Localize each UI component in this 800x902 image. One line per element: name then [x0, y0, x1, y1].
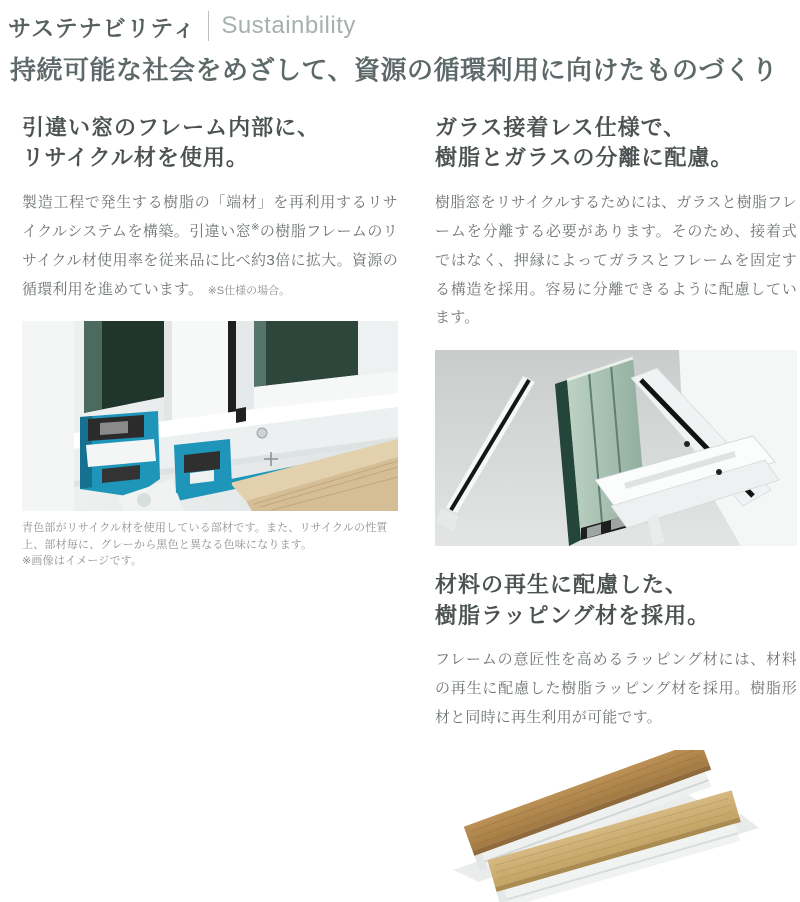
- paragraph-recycle: [22, 189, 398, 305]
- heading-line: 樹脂とガラスの分離に配慮。: [435, 145, 734, 171]
- paragraph-text: 製造工程で発生する樹脂の「端材」を再利用するリサイクルシステムを構築。引違い窓: [22, 193, 398, 240]
- section-heading-recycle: [22, 113, 398, 174]
- figure-wood-wrapping: [435, 750, 797, 902]
- section-heading-wrapping: [435, 570, 797, 631]
- heading-line: 材料の再生に配慮した、: [435, 572, 689, 598]
- heading-line: 樹脂ラッピング材を採用。: [435, 602, 711, 628]
- spec-note: ※S仕様の場合。: [207, 284, 291, 297]
- page-title-ja: サステナビリティ: [8, 14, 197, 41]
- content-columns: [0, 87, 800, 902]
- wood-wrapping-illustration: [435, 750, 797, 902]
- column-glass-wrapping: [435, 113, 797, 902]
- section-heading-glass: [435, 113, 797, 174]
- page-title-en: Sustainbility: [221, 12, 356, 39]
- heading-line: ガラス接着レス仕様で、: [435, 115, 687, 140]
- figure-glass-separation: [435, 350, 797, 546]
- caption-text: 青色部がリサイクル材を使用している部材です。また、リサイクルの性質上、部材毎に、グレーから黒色と異なる色味になります。: [22, 522, 388, 551]
- heading-line: リサイクル材を使用。: [22, 145, 249, 171]
- heading-line: 引違い窓のフレーム内部に、: [22, 115, 321, 140]
- paragraph-text: の樹脂フレームのリサイクル材使用率を従来品に比べ約3倍に拡大。資源の循環利用を進めています。: [22, 222, 398, 298]
- column-recycle: [22, 113, 398, 902]
- figure-window-cutaway: [22, 321, 398, 570]
- caption-note: ※画像はイメージです。: [22, 555, 143, 568]
- footnote-marker: ※: [251, 221, 260, 233]
- banner-heading: 持続可能な社会をめざして、資源の循環利用に向けたものづくり: [10, 55, 778, 85]
- figure-caption: [22, 520, 398, 570]
- glass-separation-illustration: [435, 350, 797, 546]
- page-header: [0, 0, 800, 44]
- paragraph-glass: 樹脂窓をリサイクルするためには、ガラスと樹脂フレームを分離する必要があります。そのため、接着式ではなく、押縁によってガラスとフレームを固定する構造を採用。容易に分離できるように配慮しています。: [435, 193, 797, 327]
- paragraph-wrapping: フレームの意匠性を高めるラッピング材には、材料の再生に配慮した樹脂ラッピング材を採用。樹脂形材と同時に再生利用が可能です。: [435, 651, 797, 726]
- header-divider: [208, 11, 209, 41]
- window-sill-cutaway-illustration: [22, 321, 398, 511]
